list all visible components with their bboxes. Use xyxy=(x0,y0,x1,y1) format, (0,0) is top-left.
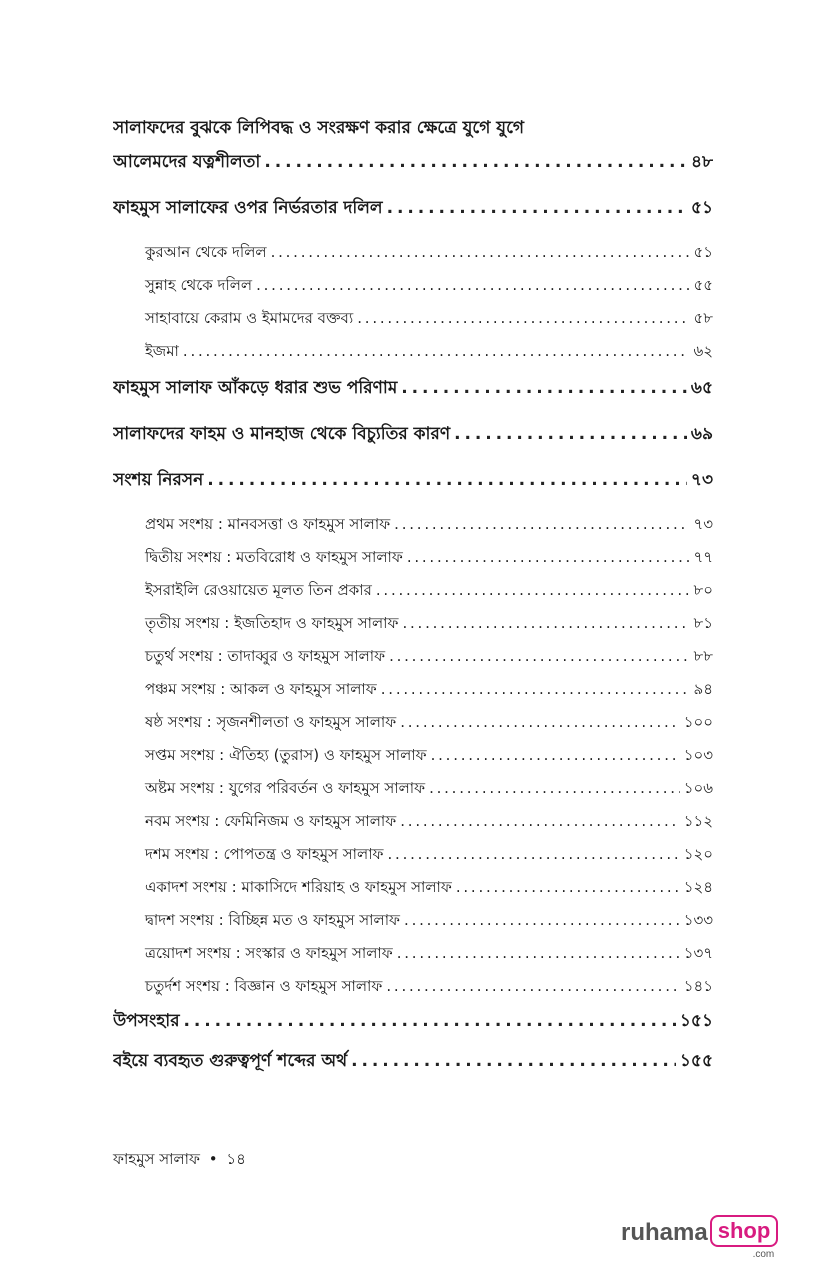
dot-leader xyxy=(401,378,687,398)
toc-entry-page: ৮১ xyxy=(693,614,713,632)
footer-bullet: • xyxy=(208,1150,218,1168)
toc-entry-title: সালাফদের ফাহম ও মানহাজ থেকে বিচ্যুতির কারণ xyxy=(113,424,451,444)
toc-subentry xyxy=(113,942,713,975)
dot-leader xyxy=(389,647,689,665)
toc-entry-title: দ্বাদশ সংশয় : বিচ্ছিন্ন মত ও ফাহমুস সালাফ xyxy=(145,911,401,929)
toc-entry-page: ১২০ xyxy=(683,845,713,863)
toc-entry xyxy=(113,375,713,409)
dot-leader xyxy=(454,424,687,444)
toc-entry-title: একাদশ সংশয় : মাকাসিদে শরিয়াহ ও ফাহমুস সালাফ xyxy=(145,878,452,896)
toc-entry-title: প্রথম সংশয় : মানবসত্তা ও ফাহমুস সালাফ xyxy=(145,515,391,533)
toc-entry xyxy=(113,195,713,229)
toc-entry-title: সাহাবায়ে কেরাম ও ইমামদের বক্তব্য xyxy=(145,309,354,327)
dot-leader xyxy=(400,812,680,830)
toc-entry-page: ১৩৭ xyxy=(683,944,713,962)
dot-leader xyxy=(402,614,689,632)
toc-entry-title: ফাহমুস সালাফের ওপর নির্ভরতার দলিল xyxy=(113,198,383,218)
dot-leader xyxy=(256,276,689,294)
toc-entry-page: ৬২ xyxy=(693,342,713,360)
footer-page-number: ১৪ xyxy=(226,1150,246,1168)
toc-entry-page: ৮০ xyxy=(693,581,713,599)
toc-subentry xyxy=(113,744,713,777)
dot-leader xyxy=(404,911,680,929)
dot-leader xyxy=(388,845,680,863)
toc-entry-page: ৭৭ xyxy=(693,548,713,566)
dot-leader xyxy=(351,1051,676,1071)
toc-entry-title: অষ্টম সংশয় : যুগের পরিবর্তন ও ফাহমুস সালাফ xyxy=(145,779,426,797)
footer-book-title: ফাহমুস সালাফ xyxy=(113,1150,200,1168)
toc-entry-page: ৫১ xyxy=(693,243,713,261)
ruhamashop-logo xyxy=(621,1215,778,1260)
dot-leader xyxy=(184,1011,676,1031)
toc-entry-title: দশম সংশয় : পোপতন্ত্র ও ফাহমুস সালাফ xyxy=(145,845,384,863)
dot-leader xyxy=(431,746,680,764)
toc-entry-page: ৯৪ xyxy=(693,680,713,698)
toc-entry-page: ১০৩ xyxy=(683,746,713,764)
toc-entry-page: ১০০ xyxy=(683,713,713,731)
toc-subentry xyxy=(113,810,713,843)
logo-text-shop: shop xyxy=(710,1215,779,1247)
toc-subentry xyxy=(113,711,713,744)
logo-text-ruhama: ruhama xyxy=(621,1219,708,1246)
toc-entry-title: ইসরাইলি রেওয়ায়েত মূলত তিন প্রকার xyxy=(145,581,372,599)
dot-leader xyxy=(381,680,690,698)
dot-leader xyxy=(456,878,680,896)
toc-entry-title: সপ্তম সংশয় : ঐতিহ্য (তুরাস) ও ফাহমুস সালাফ xyxy=(145,746,427,764)
toc-entry-title: কুরআন থেকে দলিল xyxy=(145,243,267,261)
toc-entry-page: ৭৩ xyxy=(693,515,713,533)
toc-subentry xyxy=(113,975,713,1008)
toc-entry-title: ইজমা xyxy=(145,342,179,360)
toc-entry-page: ৬৫ xyxy=(690,378,713,398)
logo-text-com: .com xyxy=(752,1249,775,1260)
toc-entry-title: ত্রয়োদশ সংশয় : সংস্কার ও ফাহমুস সালাফ xyxy=(145,944,393,962)
toc-entry-page: ৮৮ xyxy=(693,647,713,665)
toc-entry xyxy=(113,1048,713,1082)
toc-subentry xyxy=(113,612,713,645)
toc-entry-title: চতুর্দশ সংশয় : বিজ্ঞান ও ফাহমুস সালাফ xyxy=(145,977,383,995)
toc-entry-title: দ্বিতীয় সংশয় : মতবিরোধ ও ফাহমুস সালাফ xyxy=(145,548,403,566)
dot-leader xyxy=(397,944,680,962)
dot-leader xyxy=(376,581,690,599)
toc-subentry xyxy=(113,546,713,579)
toc-entry-page: ৫৮ xyxy=(693,309,713,327)
toc-entry xyxy=(113,1008,713,1038)
toc-entry xyxy=(113,467,713,501)
dot-leader xyxy=(429,779,680,797)
toc-subentry xyxy=(113,876,713,909)
toc-entry-first xyxy=(113,115,713,183)
toc-entry-title: নবম সংশয় : ফেমিনিজম ও ফাহমুস সালাফ xyxy=(145,812,397,830)
toc-entry-title: চতুর্থ সংশয় : তাদাব্বুর ও ফাহমুস সালাফ xyxy=(145,647,386,665)
toc-entry-title: তৃতীয় সংশয় : ইজতিহাদ ও ফাহমুস সালাফ xyxy=(145,614,399,632)
toc-entry-page: ১৩৩ xyxy=(683,911,713,929)
toc-entry-title-line1: সালাফদের বুঝকে লিপিবদ্ধ ও সংরক্ষণ করার ক্ষেত্রে যুগে যুগে xyxy=(113,118,525,138)
toc-entry-title: সুন্নাহ থেকে দলিল xyxy=(145,276,253,294)
toc-entry-page: ১৫৫ xyxy=(679,1051,713,1071)
dot-leader xyxy=(271,243,690,261)
toc-subentry xyxy=(113,274,713,307)
dot-leader xyxy=(387,198,687,218)
toc-entry-page: ৭৩ xyxy=(690,470,713,490)
toc-entry-title: পঞ্চম সংশয় : আকল ও ফাহমুস সালাফ xyxy=(145,680,377,698)
toc-subentry xyxy=(113,909,713,942)
toc-entry-page: ৫১ xyxy=(690,198,713,218)
toc-entry-title-line2: আলেমদের যত্নশীলতা xyxy=(113,152,261,172)
page-footer xyxy=(113,1148,246,1173)
toc-entry-page: ৪৮ xyxy=(690,152,713,172)
dot-leader xyxy=(264,152,687,172)
toc-entry-title: বইয়ে ব্যবহৃত গুরুত্বপূর্ণ শব্দের অর্থ xyxy=(113,1051,348,1071)
toc-subentry xyxy=(113,241,713,274)
toc-entry-page: ১০৬ xyxy=(683,779,713,797)
dot-leader xyxy=(207,470,687,490)
toc-entry-title: উপসংহার xyxy=(113,1011,180,1031)
toc-entry-page: ৫৫ xyxy=(693,276,713,294)
toc-entry-page: ১৫১ xyxy=(679,1011,713,1031)
dot-leader xyxy=(386,977,679,995)
dot-leader xyxy=(394,515,689,533)
toc-subentry xyxy=(113,513,713,546)
toc-entry-page: ১২৪ xyxy=(683,878,713,896)
toc-entry-title: ফাহমুস সালাফ আঁকড়ে ধরার শুভ পরিণাম xyxy=(113,378,398,398)
dot-leader xyxy=(357,309,689,327)
toc-entry-title: সংশয় নিরসন xyxy=(113,470,204,490)
toc-entry-page: ১১২ xyxy=(683,812,713,830)
dot-leader xyxy=(183,342,690,360)
toc-subentry xyxy=(113,307,713,340)
toc-subentry xyxy=(113,777,713,810)
table-of-contents xyxy=(113,115,713,1094)
toc-subentry xyxy=(113,340,713,373)
toc-entry xyxy=(113,421,713,455)
dot-leader xyxy=(400,713,680,731)
toc-subentry xyxy=(113,678,713,711)
dot-leader xyxy=(407,548,690,566)
toc-subentry xyxy=(113,579,713,612)
toc-subentry xyxy=(113,645,713,678)
toc-entry-title: ষষ্ঠ সংশয় : সৃজনশীলতা ও ফাহমুস সালাফ xyxy=(145,713,397,731)
toc-subentry xyxy=(113,843,713,876)
toc-entry-page: ১৪১ xyxy=(683,977,713,995)
toc-entry-page: ৬৯ xyxy=(690,424,713,444)
